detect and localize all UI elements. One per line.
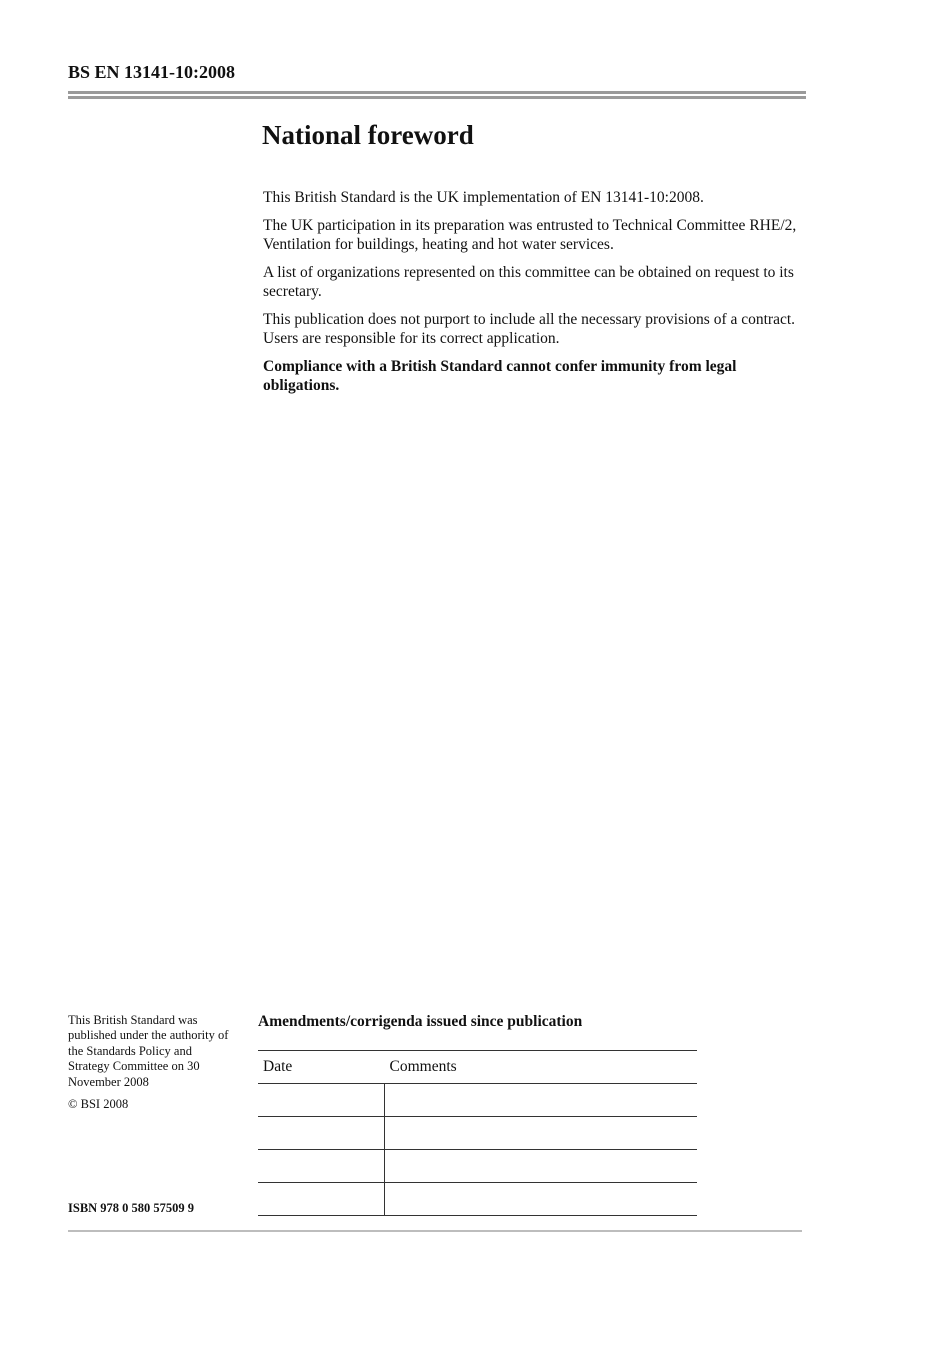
column-header-comments: Comments: [385, 1051, 698, 1084]
comments-cell: [385, 1084, 698, 1117]
column-header-date: Date: [258, 1051, 385, 1084]
table-row: [258, 1150, 697, 1183]
foreword-paragraph-organizations: A list of organizations represented on this committee can be obtained on request to its secretary.: [263, 264, 794, 300]
foreword-paragraph-compliance: Compliance with a British Standard cannot confer immunity from legal obligations.: [263, 358, 737, 394]
comments-cell: [385, 1150, 698, 1183]
comments-cell: [385, 1117, 698, 1150]
copyright-notice: © BSI 2008: [68, 1097, 129, 1112]
amendments-table: [258, 1050, 697, 1216]
foreword-paragraph-implementation: This British Standard is the UK implementation of EN 13141-10:2008.: [263, 189, 704, 206]
publication-note: This British Standard was published under the authority of the Standards Policy and Strategy Committee on 30 November 2008: [68, 1013, 229, 1089]
foreword-paragraph-contract: This publication does not purport to include all the necessary provisions of a contract. Users are responsible for its correct application.: [263, 311, 796, 347]
page-title: National foreword: [262, 120, 474, 150]
table-row: [258, 1117, 697, 1150]
foreword-paragraph-committee: The UK participation in its preparation was entrusted to Technical Committee RHE/2, Ventilation for buildings, heating and hot water services.: [263, 217, 797, 253]
header-rule-bottom: [68, 96, 806, 99]
date-cell: [258, 1150, 385, 1183]
isbn: ISBN 978 0 580 57509 9: [68, 1201, 195, 1215]
date-cell: [258, 1084, 385, 1117]
imprint-block: [68, 1013, 233, 1119]
foreword-body: [263, 188, 803, 404]
amendments-header-row: [258, 1051, 697, 1084]
amendments-title: Amendments/corrigenda issued since publication: [258, 1013, 583, 1030]
comments-cell: [385, 1183, 698, 1216]
date-cell: [258, 1183, 385, 1216]
header-rule-top: [68, 91, 806, 94]
document-code: BS EN 13141-10:2008: [68, 62, 236, 82]
table-row: [258, 1183, 697, 1216]
date-cell: [258, 1117, 385, 1150]
header-double-rule: [68, 91, 806, 100]
footer-rule: [68, 1230, 802, 1232]
table-row: [258, 1084, 697, 1117]
